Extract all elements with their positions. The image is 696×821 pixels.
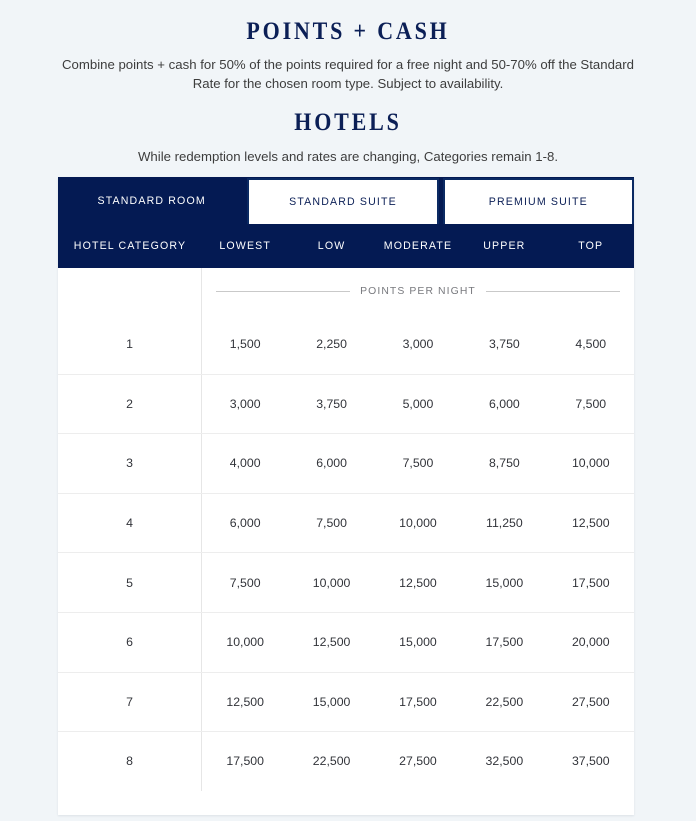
cell-points-upper: 3,750 xyxy=(488,336,520,351)
column-header-low: LOW xyxy=(317,240,346,252)
cell-points-lowest: 3,000 xyxy=(229,396,261,411)
cell-points-moderate: 17,500 xyxy=(399,694,437,709)
cell-points-upper: 8,750 xyxy=(488,456,520,471)
room-type-tablist xyxy=(58,177,634,224)
cell-points-moderate: 3,000 xyxy=(402,336,434,351)
cell-hotel-category: 5 xyxy=(58,553,202,612)
table-rows xyxy=(58,314,634,791)
cell-points-upper: 15,000 xyxy=(485,575,524,590)
table-row xyxy=(58,672,634,732)
cell-points-top: 37,500 xyxy=(571,754,610,769)
points-per-night-divider xyxy=(202,268,634,314)
cell-hotel-category: 6 xyxy=(58,613,202,672)
divider-line-left xyxy=(216,291,350,292)
points-per-night-label: POINTS PER NIGHT xyxy=(360,285,476,297)
table-row xyxy=(58,493,634,553)
tab-standard-room-label: STANDARD ROOM xyxy=(97,194,206,207)
cell-points-lowest: 17,500 xyxy=(226,754,264,769)
cell-hotel-category: 8 xyxy=(58,732,202,791)
cell-points-moderate: 15,000 xyxy=(399,635,437,650)
tab-standard-suite[interactable] xyxy=(247,178,438,224)
cell-points-low: 12,500 xyxy=(312,635,351,650)
hotels-award-chart-card xyxy=(58,177,634,815)
cell-points-upper: 6,000 xyxy=(488,396,520,411)
cell-points-moderate: 5,000 xyxy=(402,396,434,411)
cell-points-top: 7,500 xyxy=(575,396,607,411)
cell-points-top: 20,000 xyxy=(571,635,610,650)
card-footer-spacer xyxy=(58,791,634,815)
points-per-night-spacer xyxy=(58,268,202,314)
divider-line-right xyxy=(486,291,620,292)
cell-points-low: 15,000 xyxy=(312,694,351,709)
cell-hotel-category: 4 xyxy=(58,494,202,553)
cell-hotel-category: 3 xyxy=(58,434,202,493)
table-row xyxy=(58,612,634,672)
cell-points-lowest: 7,500 xyxy=(229,575,261,590)
column-header-hotel-category: HOTEL CATEGORY xyxy=(73,240,187,252)
table-row xyxy=(58,552,634,612)
cell-points-lowest: 12,500 xyxy=(226,694,264,709)
cell-hotel-category: 2 xyxy=(58,375,202,434)
points-cash-description: Combine points + cash for 50% of the points required for a free night and 50-70% off the Standard Rate for the chosen room type. Subject to availability. xyxy=(62,57,634,91)
page-title: POINTS + CASH xyxy=(246,18,450,45)
cell-points-moderate: 27,500 xyxy=(399,754,437,769)
cell-points-low: 10,000 xyxy=(312,575,351,590)
cell-points-upper: 32,500 xyxy=(485,754,524,769)
cell-points-lowest: 1,500 xyxy=(229,336,261,351)
cell-points-moderate: 7,500 xyxy=(402,456,434,471)
cell-points-top: 4,500 xyxy=(575,336,607,351)
cell-points-low: 6,000 xyxy=(316,456,347,471)
table-row xyxy=(58,314,634,374)
column-header-upper: UPPER xyxy=(483,240,526,252)
cell-points-low: 3,750 xyxy=(316,396,347,411)
column-header-lowest: LOWEST xyxy=(219,240,272,252)
points-per-night-divider-row xyxy=(58,268,634,314)
hotels-description: While redemption levels and rates are changing, Categories remain 1-8. xyxy=(137,149,559,164)
table-column-header-row xyxy=(58,224,634,268)
cell-points-moderate: 12,500 xyxy=(399,575,437,590)
cell-points-upper: 11,250 xyxy=(486,516,523,531)
cell-points-lowest: 6,000 xyxy=(229,516,261,531)
table-body xyxy=(58,268,634,791)
cell-points-low: 7,500 xyxy=(316,516,347,531)
cell-points-lowest: 4,000 xyxy=(229,456,261,471)
cell-hotel-category: 7 xyxy=(58,673,202,732)
tab-standard-room[interactable] xyxy=(58,177,245,224)
cell-points-upper: 22,500 xyxy=(485,694,524,709)
tab-standard-suite-label: STANDARD SUITE xyxy=(289,196,397,208)
cell-points-low: 22,500 xyxy=(312,754,351,769)
cell-points-top: 10,000 xyxy=(571,456,610,471)
cell-points-top: 27,500 xyxy=(571,694,610,709)
cell-hotel-category: 1 xyxy=(58,314,202,374)
column-header-moderate: MODERATE xyxy=(383,240,453,252)
table-row xyxy=(58,374,634,434)
table-row xyxy=(58,731,634,791)
table-row xyxy=(58,433,634,493)
tab-premium-suite[interactable] xyxy=(443,178,634,224)
cell-points-upper: 17,500 xyxy=(485,635,524,650)
cell-points-top: 12,500 xyxy=(571,516,610,531)
cell-points-top: 17,500 xyxy=(571,575,610,590)
hotels-title: HOTELS xyxy=(294,109,402,136)
cell-points-moderate: 10,000 xyxy=(399,516,437,531)
column-header-top: TOP xyxy=(578,240,604,252)
cell-points-lowest: 10,000 xyxy=(226,635,264,650)
tab-premium-suite-label: PREMIUM SUITE xyxy=(488,196,588,208)
cell-points-low: 2,250 xyxy=(316,336,347,351)
